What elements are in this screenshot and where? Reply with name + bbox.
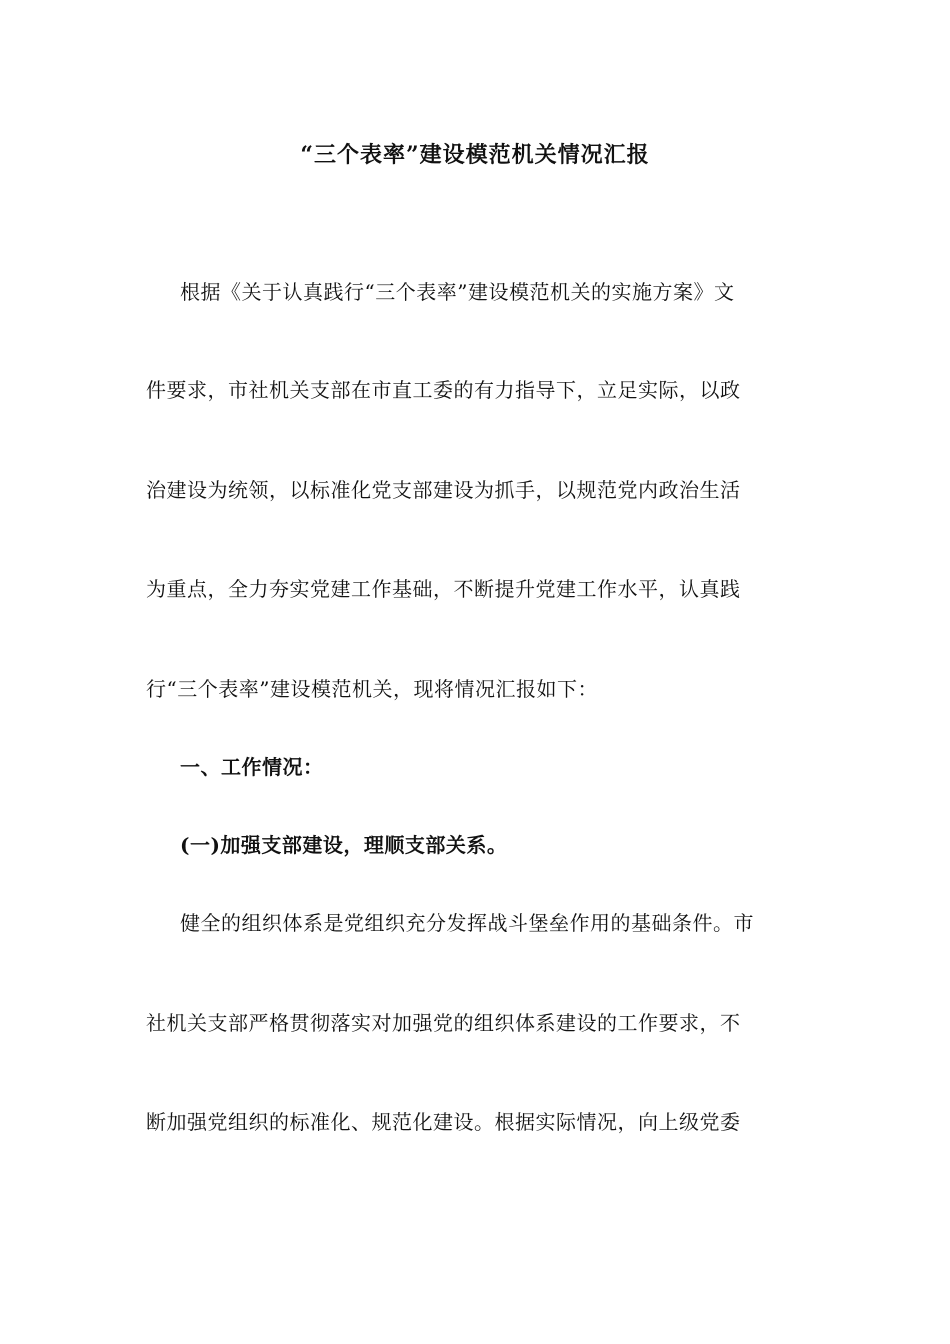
paragraph-line: 行“三个表率”建设模范机关，现将情况汇报如下：	[146, 677, 598, 701]
paragraph-line: 为重点，全力夯实党建工作基础，不断提升党建工作水平，认真践	[146, 577, 741, 601]
paragraph-line: 健全的组织体系是党组织充分发挥战斗堡垒作用的基础条件。市	[180, 911, 754, 935]
paragraph-line: 断加强党组织的标准化、规范化建设。根据实际情况，向上级党委	[146, 1110, 741, 1134]
subsection-heading: (一)加强支部建设，理顺支部关系。	[180, 833, 508, 857]
section-heading: 一、工作情况：	[180, 755, 324, 779]
document-title: “三个表率”建设模范机关情况汇报	[300, 142, 650, 168]
paragraph-line: 治建设为统领，以标准化党支部建设为抓手，以规范党内政治生活	[146, 478, 741, 502]
paragraph-line: 社机关支部严格贯彻落实对加强党的组织体系建设的工作要求，不	[146, 1011, 741, 1035]
paragraph-line: 根据《关于认真践行“三个表率”建设模范机关的实施方案》文	[180, 280, 735, 304]
paragraph-line: 件要求，市社机关支部在市直工委的有力指导下，立足实际，以政	[146, 378, 741, 402]
